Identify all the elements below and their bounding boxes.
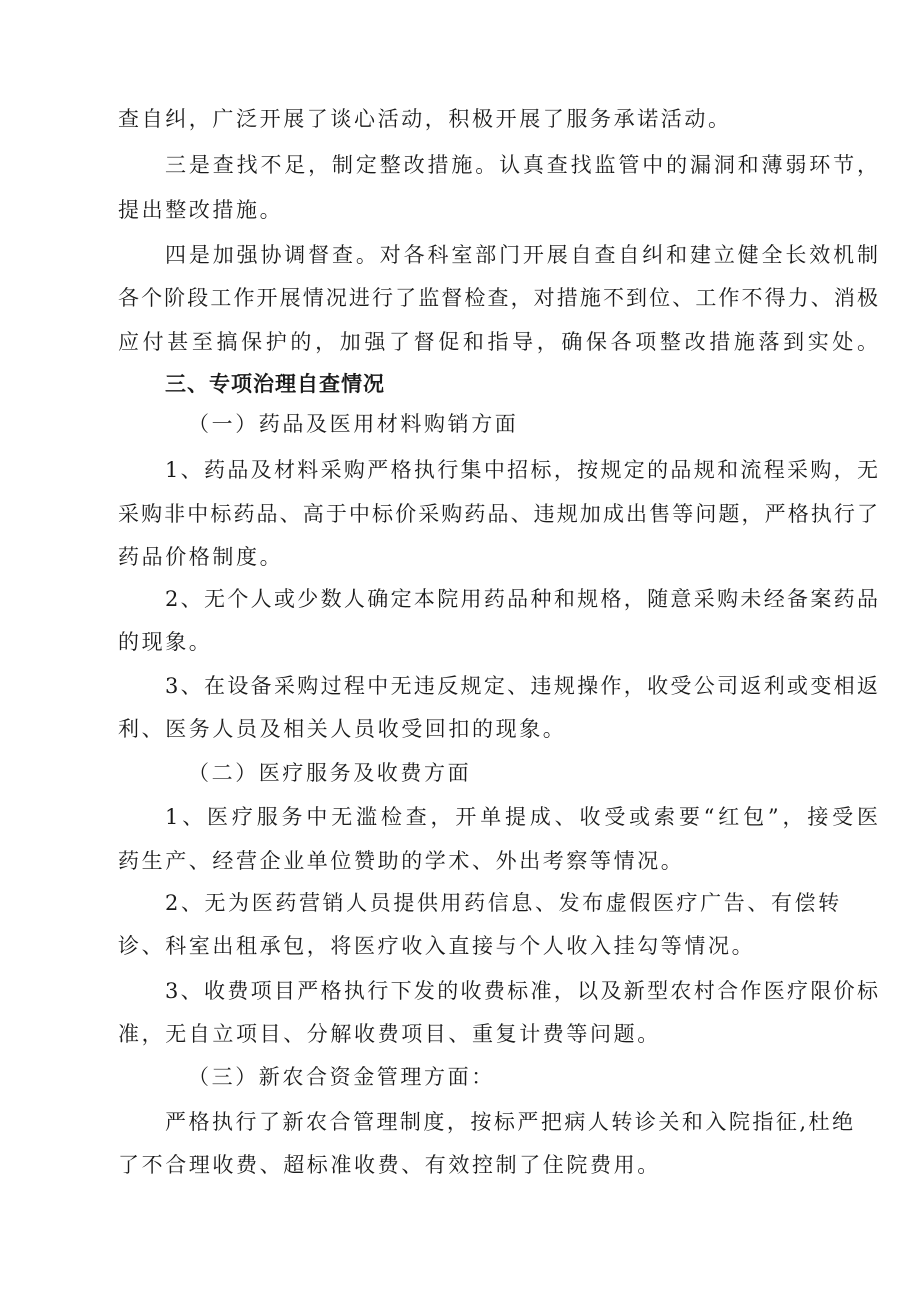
paragraph-line: 了不合理收费、超标准收费、有效控制了住院费用。 xyxy=(118,1153,661,1177)
paragraph-line: 各个阶段工作开展情况进行了监督检查，对措施不到位、工作不得力、消极 xyxy=(118,286,878,310)
paragraph-line: 四是加强协调督查。对各科室部门开展自查自纠和建立健全长效机制 xyxy=(165,243,878,267)
subsection-heading: （一）药品及医用材料购销方面 xyxy=(188,412,519,436)
paragraph-line: 应付甚至搞保护的，加强了督促和指导，确保各项整改措施落到实处。 xyxy=(118,330,878,354)
paragraph-line: 严格执行了新农合管理制度，按标严把病人转诊关和入院指征,杜绝 xyxy=(165,1110,853,1134)
paragraph-line: 1、医疗服务中无滥检查，开单提成、收受或索要“红包”，接受医 xyxy=(165,805,878,829)
paragraph-line: 提出整改措施。 xyxy=(118,198,284,222)
paragraph-line: 2、无个人或少数人确定本院用药品种和规格，随意采购未经备案药品 xyxy=(165,587,878,611)
paragraph-line: 三是查找不足，制定整改措施。认真查找监管中的漏洞和薄弱环节， xyxy=(165,153,878,177)
paragraph-line: 准，无自立项目、分解收费项目、重复计费等问题。 xyxy=(118,1022,661,1046)
section-heading: 三、专项治理自查情况 xyxy=(165,372,385,396)
paragraph-line: 药品价格制度。 xyxy=(118,545,284,569)
paragraph-line: 诊、科室出租承包，将医疗收入直接与个人收入挂勾等情况。 xyxy=(118,934,756,958)
paragraph-line: 2、无为医药营销人员提供用药信息、发布虚假医疗广告、有偿转 xyxy=(165,891,842,915)
paragraph-line: 查自纠，广泛开展了谈心活动，积极开展了服务承诺活动。 xyxy=(118,107,732,131)
subsection-heading: （三）新农合资金管理方面： xyxy=(188,1065,495,1089)
paragraph-line: 利、医务人员及相关人员收受回扣的现象。 xyxy=(118,717,567,741)
subsection-heading: （二）医疗服务及收费方面 xyxy=(188,761,472,785)
paragraph-line: 采购非中标药品、高于中标价采购药品、违规加成出售等问题，严格执行了 xyxy=(118,502,878,526)
paragraph-line: 3、收费项目严格执行下发的收费标准，以及新型农村合作医疗限价标 xyxy=(165,979,878,1003)
paragraph-line: 1、药品及材料采购严格执行集中招标，按规定的品规和流程采购，无 xyxy=(165,458,878,482)
paragraph-line: 药生产、经营企业单位赞助的学术、外出考察等情况。 xyxy=(118,849,685,873)
paragraph-line: 的现象。 xyxy=(118,630,213,654)
paragraph-line: 3、在设备采购过程中无违反规定、违规操作，收受公司返利或变相返 xyxy=(165,674,878,698)
